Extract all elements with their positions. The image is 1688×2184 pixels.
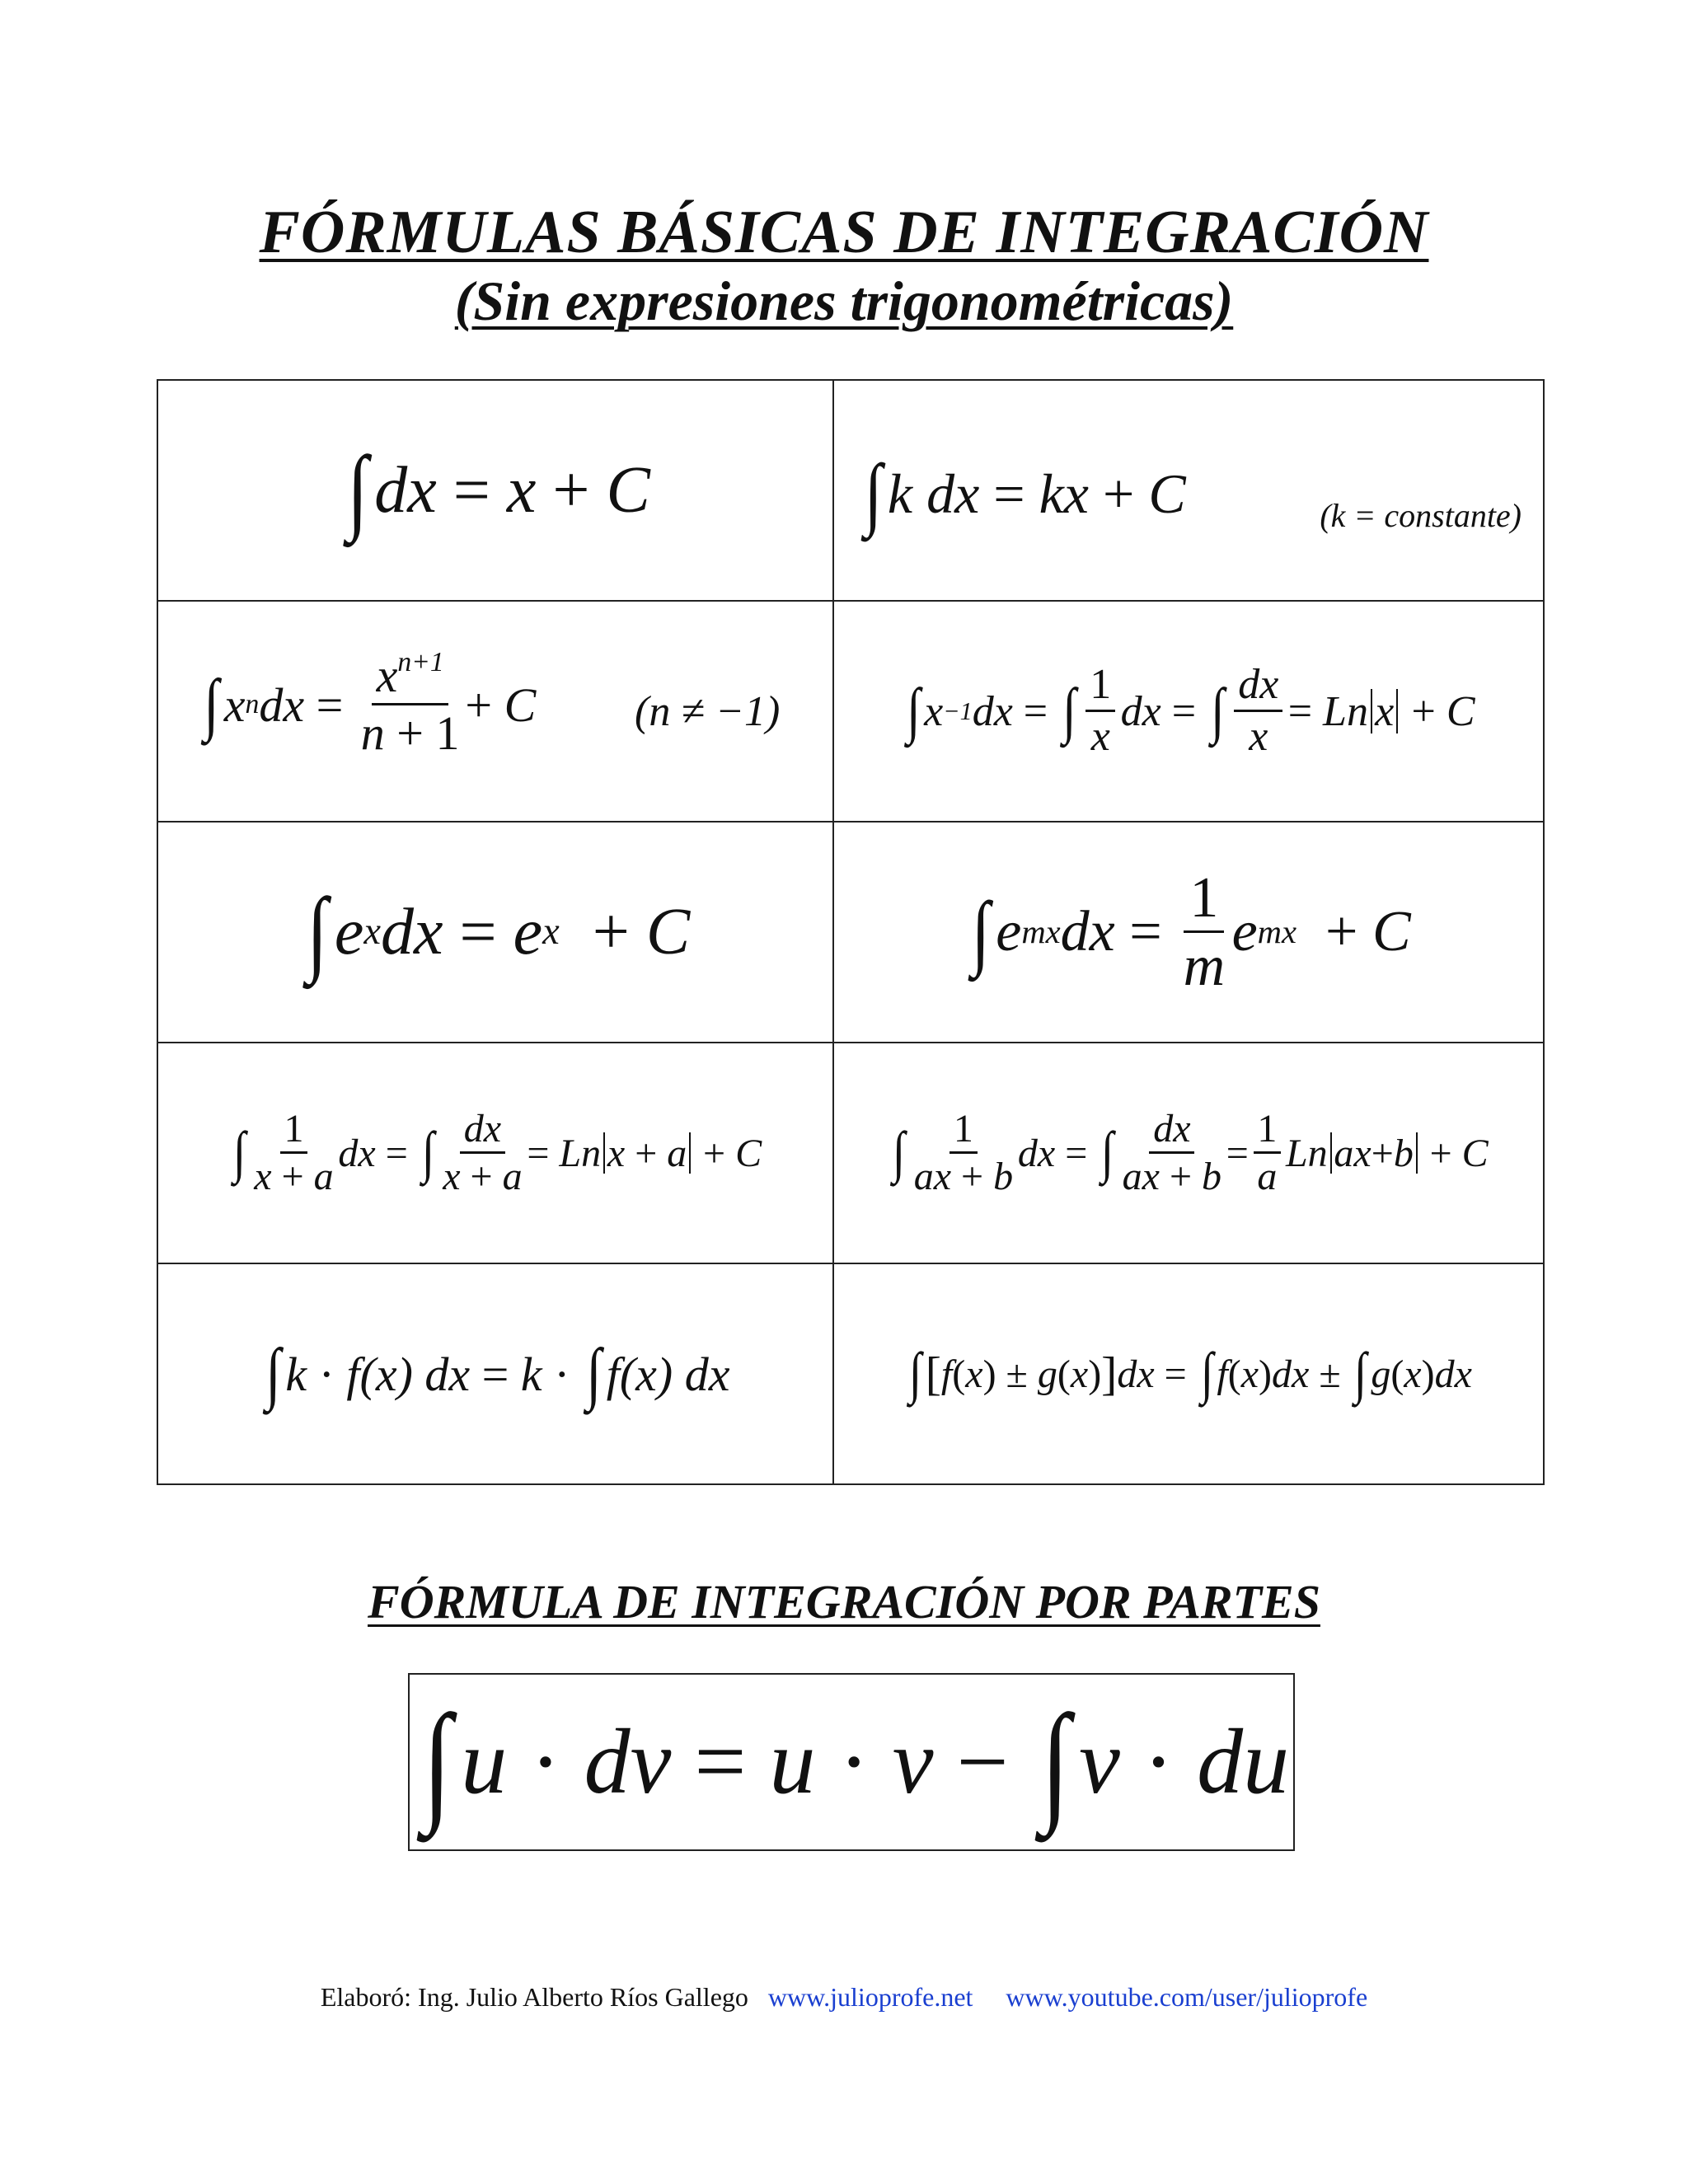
formula-exp: ∫ e x dx = e x + C [157, 822, 833, 1043]
formula-exp-mx: ∫ e mx dx = $\frac{1}{m}$ e mx + C [833, 822, 1544, 1043]
footer-author: Elaboró: Ing. Julio Alberto Ríos Gallego [320, 1982, 748, 2012]
formula-ln-x-plus-a: ∫ $\frac{1}{x + a}$ dx = ∫ $\frac{dx}{x + a}$ = Ln x + a + C [157, 1043, 833, 1263]
formulas-table [157, 379, 1545, 1485]
formula-dx: ∫ dx = x + C [157, 380, 833, 601]
formula-constant-multiple: ∫ k · f(x) dx = k · ∫ f(x) dx [157, 1263, 833, 1484]
youtube-link[interactable]: www.youtube.com/user/julioprofe [1006, 1982, 1368, 2012]
n-condition-note: (n ≠ −1) [635, 688, 781, 735]
website-link[interactable]: www.julioprofe.net [767, 1982, 973, 2012]
formula-reciprocal: ∫ x −1 dx = ∫ $\frac{1}{x}$ dx = ∫ $\frac{dx}{x}$ = Ln x + C [833, 601, 1544, 822]
table-row [157, 1043, 1544, 1263]
table-row [157, 380, 1544, 601]
k-constant-note: (k = constante) [1320, 497, 1522, 534]
formula-sum-rule: ∫ [ f ( x ) ± g ( x ) ] dx = ∫ f ( x ) dx ± ∫ g ( x ) dx [833, 1263, 1544, 1484]
page-title: FÓRMULAS BÁSICAS DE INTEGRACIÓN [259, 199, 1429, 266]
formula-ln-ax-plus-b: ∫ $\frac{1}{ax + b}$ dx = ∫ $\frac{dx}{ax + b}$ = $\frac{1}{a}$ Ln ax + b + C [833, 1043, 1544, 1263]
integration-by-parts-formula: ∫ u · dv = u · v − ∫ v · du [408, 1673, 1295, 1851]
table-row [157, 822, 1544, 1043]
footer [0, 1982, 1688, 2013]
formula-k-dx: ∫ k dx = kx + C (k = constante) [833, 380, 1544, 601]
formula-power: ∫ x n dx = $\frac{x^{n+1}}{n + 1}$ + C (n ≠ −1) [157, 601, 833, 822]
page-subtitle: (Sin expresiones trigonométricas) [454, 269, 1234, 332]
table-row [157, 1263, 1544, 1484]
parts-title: FÓRMULA DE INTEGRACIÓN POR PARTES [368, 1575, 1320, 1629]
table-row [157, 601, 1544, 822]
